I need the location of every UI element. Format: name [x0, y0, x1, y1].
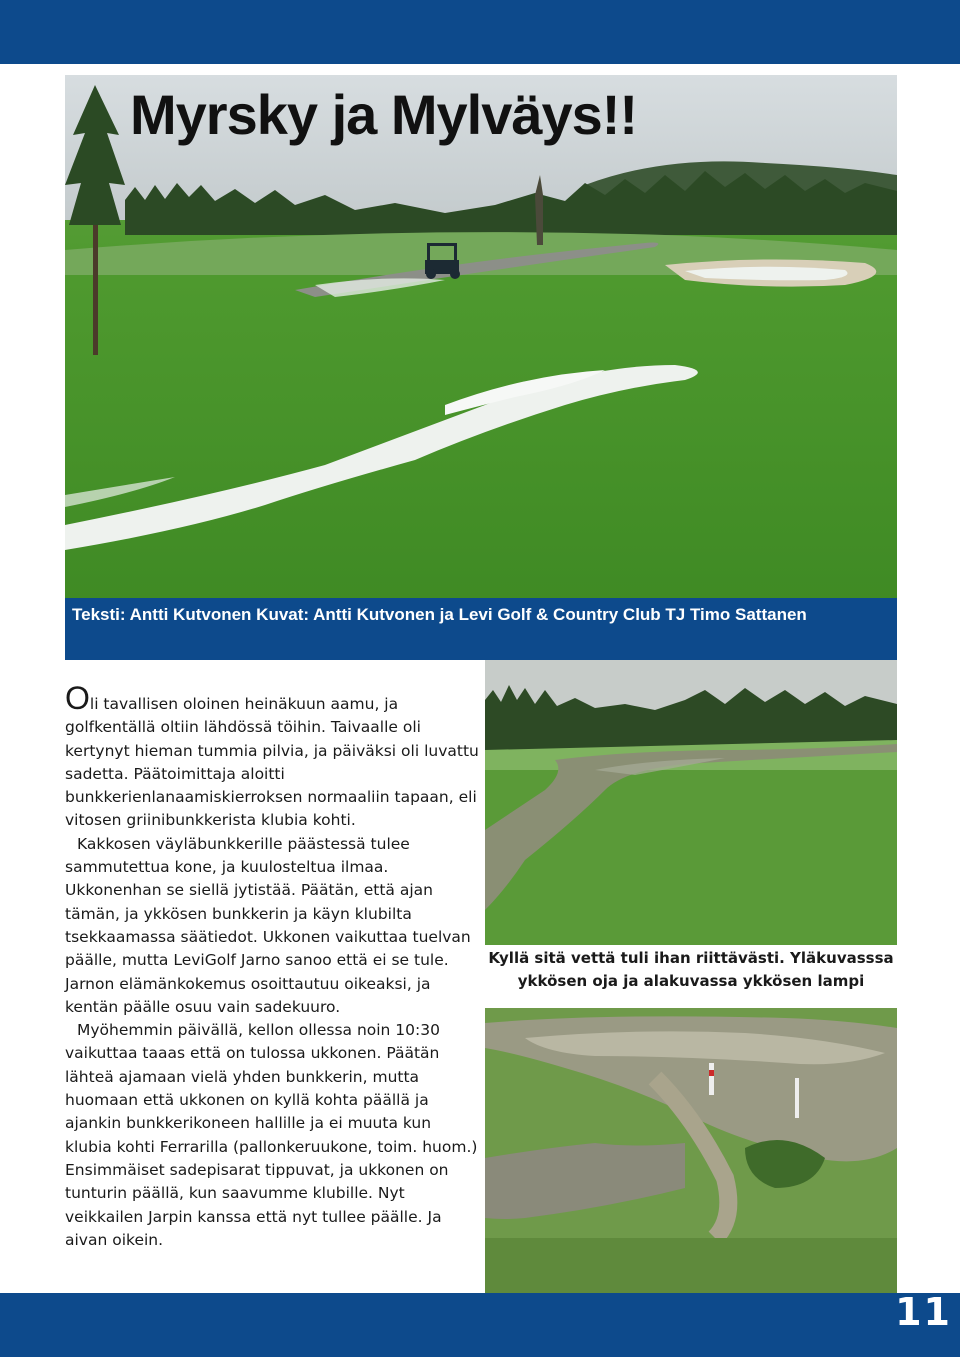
credits-text: Teksti: Antti Kutvonen Kuvat: Antti Kutvonen ja Levi Golf & Country Club TJ Timo Sattanen — [72, 605, 807, 624]
paragraph-3: Myöhemmin päivällä, kellon ollessa noin 10:30 vaikuttaa taaas että on tulossa ukkonen. Päätän lähteä ajamaan vielä yhden bunkkerin, mutta huomaan että ukkonen on kyllä kohta päällä ja ajankin bunkkerikoneen hallille ja ei muuta kun klubia kohti Ferrarilla (pallonkeruukone, toim. huom.) Ensimmäiset sadepisarat tippuvat, ja ukkonen on tunturin päällä, kun saavumme klubille. Nyt veikkailen Jarpin kanssa että nyt tullee päälle. Ja aivan oikein. — [65, 1021, 478, 1249]
paragraph-2: Kakkosen väyläbunkkerille päästessä tulee sammutettua kone, ja kuulosteltua ilmaa. Ukkonenhan se siellä jytistää. Päätän, että ajan tämän, ja ykkösen bunkkerin ja käyn klubilta tsekkaamassa säätiedot. Ukkonen vaikuttaa tuelvan päälle, mutta LeviGolf Jarno sanoo että ei se tule. Jarnon elämänkokemus osoittautuu oikeaksi, ja kentän päälle osuu vain sadekuuro. — [65, 834, 471, 1016]
caption-line-1: Kyllä sitä vettä tuli ihan riittävästi. Yläkuvasssa — [488, 949, 894, 967]
credits-banner — [65, 598, 897, 660]
caption-line-2: ykkösen oja ja alakuvassa ykkösen lampi — [517, 972, 865, 990]
photo-caption — [485, 947, 897, 993]
photo-flooded-ditch — [485, 660, 897, 945]
article-body — [65, 680, 480, 1252]
dropcap: O — [65, 680, 90, 716]
photo-flooded-bunker — [485, 1008, 897, 1293]
paragraph-1 — [65, 680, 480, 833]
article-title: Myrsky ja Mylväys!! — [130, 83, 638, 146]
bottom-banner — [0, 1293, 960, 1357]
paragraph-1-text: li tavallisen oloinen heinäkuun aamu, ja golfkentällä oltiin lähdössä töihin. Taivaalle oli kertynyt hieman tummia pilvia, ja päiväksi oli luvattu sadetta. Päätoimittaja aloitti bunkkerienlanaamiskierroksen normaaliin tapaan, eli vitosen griinibunkkerista klubia kohti. — [65, 695, 479, 830]
page-number: 11 — [895, 1290, 952, 1334]
top-banner — [0, 0, 960, 64]
hero-photo-hail-on-fairway — [65, 75, 897, 605]
